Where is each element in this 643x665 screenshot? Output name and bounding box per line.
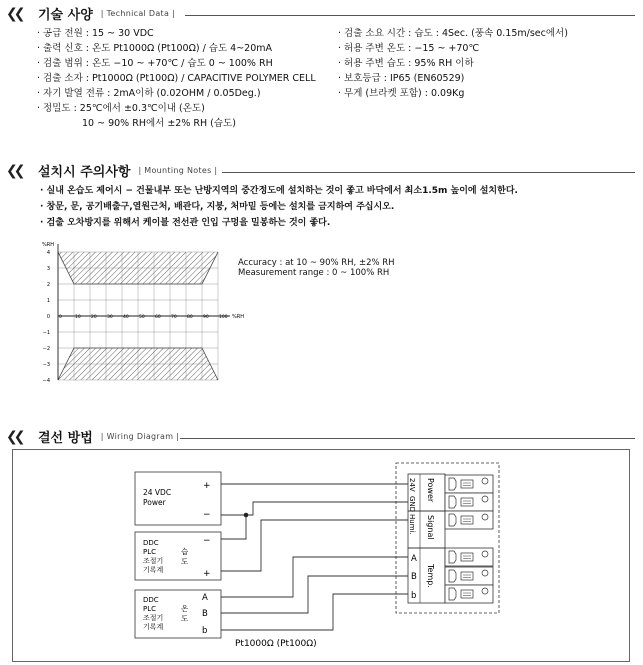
recorder-label: 기록계 [143, 623, 164, 631]
temp-group-label: Temp. [426, 564, 435, 588]
terminal-screw-icon [482, 588, 488, 594]
technical-data-title: 기술 사양 [38, 8, 93, 23]
upper-error-band [58, 252, 218, 284]
terminal-slot-icon [461, 572, 473, 580]
term-label-humi: Humi. [408, 514, 416, 535]
x-tick-label: 10 [75, 315, 81, 320]
spec-item: · 허용 주변 습도 : 95% RH 이하 [338, 58, 474, 69]
spec-item: · 검출 소자 : Pt1000Ω (Pt100Ω) / CAPACITIVE POLYMER CELL [37, 73, 316, 84]
power-group-label: Power [426, 478, 435, 503]
terminal-clamp-icon [449, 588, 456, 600]
y-tick-label: 2 [46, 282, 50, 288]
spec-item: · 허용 주변 온도 : −15 ~ +70℃ [338, 43, 480, 54]
wire-temp-b [221, 594, 408, 630]
terminal-screw-icon [482, 570, 488, 576]
mounting-note: · 창문, 문, 공기배출구,열원근처, 배관다, 지붕, 처마밑 등에는 설치를 금지하여 주십시오. [40, 202, 395, 212]
x-tick-label: 80 [187, 315, 193, 320]
y-tick-label: −2 [42, 346, 50, 352]
recorder-label: 기록계 [143, 566, 164, 574]
mounting-notes-header [6, 161, 217, 180]
x-axis-label: %RH [232, 314, 244, 320]
spec-item-continued: 10 ~ 90% RH에서 ±2% RH (습도) [82, 118, 236, 129]
power-label-voltage: 24 VDC [143, 488, 172, 497]
x-tick-label: 40 [123, 315, 129, 320]
y-tick-label: 3 [46, 266, 50, 272]
controller-label: 조절기 [143, 557, 164, 565]
wiring-diagram-frame [12, 449, 630, 662]
terminal-slot-icon [461, 480, 473, 488]
terminal-clamp-icon [449, 570, 456, 582]
wire-temp-B [221, 576, 408, 613]
terminal-clamp-icon [449, 496, 456, 508]
accuracy-note: Accuracy : at 10 ~ 90% RH, ±2% RH [238, 258, 395, 268]
sensor-terminal-A: A [411, 554, 417, 564]
plc-label: PLC [143, 605, 157, 613]
mounting-note: · 실내 온습도 제어시 − 건물내부 또는 난방지역의 중간정도에 설치하는 것이 좋고 바닥에서 최소1.5m 높이에 설치한다. [40, 186, 518, 196]
wiring-diagram [13, 450, 631, 663]
y-axis-label: %RH [42, 242, 54, 248]
spec-item: · 검출 범위 : 온도 −10 ~ +70℃ / 습도 0 ~ 100% RH [37, 58, 273, 69]
terminal-A-label: A [202, 593, 208, 603]
y-tick-label: 4 [46, 250, 50, 256]
humidity-char: 습 [181, 547, 189, 556]
x-tick-label: 30 [107, 315, 113, 320]
wiring-diagram-header [6, 427, 179, 446]
x-tick-label: 0 [59, 315, 62, 320]
mounting-note: · 검출 오차방지를 위해서 케이블 전선관 인입 구멍을 밀봉하는 것이 좋다. [40, 218, 331, 228]
ddc-minus-terminal: − [203, 536, 211, 546]
spec-item: · 정밀도 : 25℃에서 ±0.3℃이내 (온도) [37, 103, 205, 114]
power-minus-terminal: − [203, 510, 211, 520]
term-label-24v: 24V [408, 478, 416, 492]
mounting-notes-title: 설치시 주의사항 [38, 165, 131, 180]
humidity-char: 도 [181, 557, 189, 566]
terminal-screw-icon [482, 478, 488, 484]
power-plus-terminal: + [203, 481, 211, 491]
signal-group-label: Signal [426, 515, 435, 540]
terminal-clamp-icon [449, 551, 456, 563]
double-chevron-icon: ❮❮ [6, 428, 22, 445]
terminal-slot-icon [461, 553, 473, 561]
spec-item: · 출력 신호 : 온도 Pt1000Ω (Pt100Ω) / 습도 4~20mA [37, 43, 273, 54]
spec-list-right [338, 26, 568, 101]
y-tick-label: −1 [42, 330, 50, 336]
y-tick-label: −3 [42, 362, 50, 368]
lower-error-band [58, 348, 218, 380]
spec-item: · 자기 발열 전류 : 2mA이하 (0.02OHM / 0.05Deg.) [37, 88, 261, 99]
ddc-plus-terminal: + [203, 569, 211, 579]
mounting-notes-subtitle: | Mounting Notes | [138, 166, 218, 175]
x-tick-label: 20 [91, 315, 97, 320]
wiring-diagram-subtitle: | Wiring Diagram | [100, 432, 180, 441]
double-chevron-icon: ❮❮ [6, 5, 22, 22]
y-tick-label: −4 [42, 378, 50, 384]
terminal-screw-icon [482, 551, 488, 557]
terminal-B-label: B [202, 609, 208, 619]
x-tick-label: 90 [203, 315, 209, 320]
ddc-label: DDC [143, 539, 159, 547]
terminal-screw-icon [482, 496, 488, 502]
section-divider [180, 438, 635, 439]
plc-label: PLC [143, 548, 157, 556]
section-divider [222, 172, 635, 173]
y-tick-label: 0 [46, 314, 50, 320]
wires [221, 484, 408, 630]
terminal-clamp-icon [449, 478, 456, 490]
terminal-slot-icon [461, 498, 473, 506]
sensor-terminal-b: b [411, 591, 417, 601]
temperature-char: 도 [181, 614, 189, 623]
terminal-b-label: b [202, 626, 208, 636]
terminal-clamp-icon [449, 514, 456, 526]
x-tick-label: 100 [219, 315, 228, 320]
measurement-range-note: Measurement range : 0 ~ 100% RH [238, 268, 390, 278]
wire-gnd-link [221, 515, 246, 539]
junction-dot [244, 513, 249, 518]
technical-data-header [6, 4, 175, 23]
terminal-screw-icon [482, 514, 488, 520]
sensor-type-label: Pt1000Ω (Pt100Ω) [235, 639, 317, 649]
x-tick-label: 70 [171, 315, 177, 320]
terminal-blocks [445, 475, 493, 603]
ddc-label: DDC [143, 596, 159, 604]
terminal-slot-icon [461, 590, 473, 598]
wire-gnd [246, 502, 408, 515]
spec-item: · 보호등급 : IP65 (EN60529) [338, 73, 465, 84]
y-tick-label: 1 [46, 298, 50, 304]
terminal-slot-icon [461, 516, 473, 524]
spec-item: · 공급 전원 : 15 ~ 30 VDC [37, 28, 154, 39]
x-tick-label: 50 [139, 315, 145, 320]
spec-item: · 무게 (브라켓 포함) : 0.09Kg [338, 88, 465, 99]
accuracy-chart [30, 238, 244, 388]
spec-list-left [37, 26, 316, 131]
spec-item: · 검출 소요 시간 : 습도 : 4Sec. (풍속 0.15m/sec에서) [338, 28, 568, 39]
power-label: Power [143, 498, 166, 507]
double-chevron-icon: ❮❮ [6, 162, 22, 179]
technical-data-subtitle: | Technical Data | [100, 9, 176, 18]
chart-annotation [238, 258, 395, 278]
controller-label: 조절기 [143, 614, 164, 622]
temperature-char: 온 [181, 604, 189, 613]
wiring-diagram-title: 결선 방법 [38, 431, 93, 446]
term-label-gnd: GND [408, 496, 416, 513]
wire-temp-A [221, 557, 408, 597]
wire-humi [221, 520, 408, 571]
sensor-terminal-B: B [411, 572, 417, 582]
section-divider [185, 15, 635, 16]
x-tick-label: 60 [155, 315, 161, 320]
